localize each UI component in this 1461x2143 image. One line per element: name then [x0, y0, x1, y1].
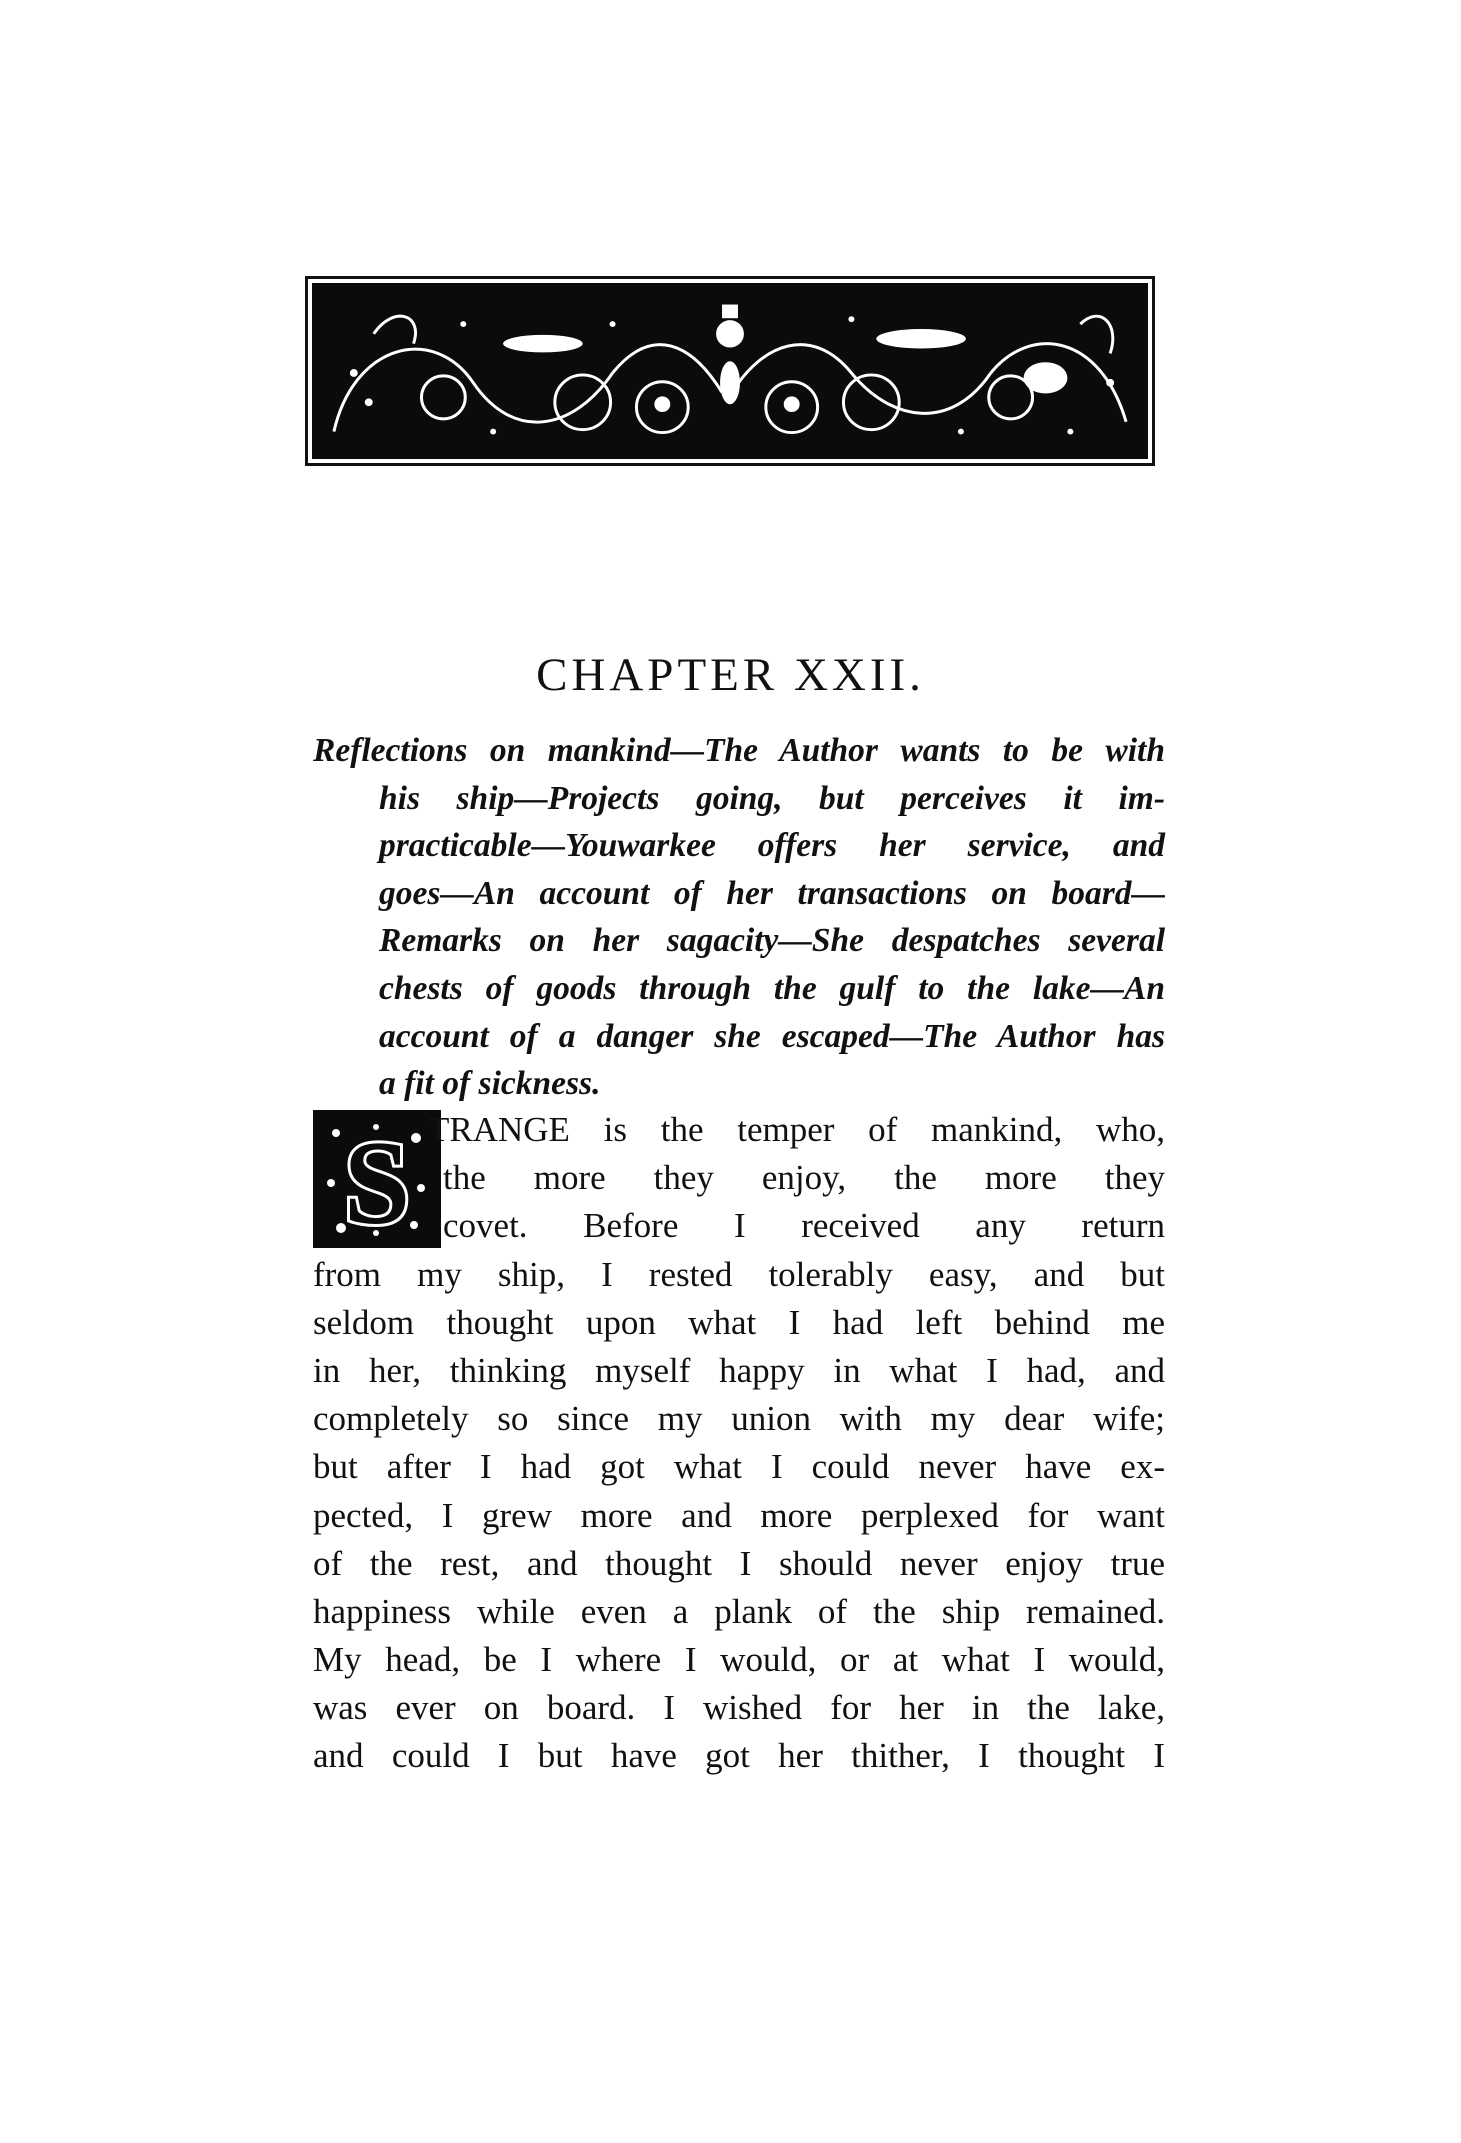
- summary-line: a fit of sickness.: [379, 1065, 601, 1103]
- body-line: My head, be I where I would, or at what I would,: [313, 1640, 1165, 1680]
- summary-line: account of a danger she escaped—The Author has: [379, 1017, 1165, 1055]
- body-line: seldom thought upon what I had left behind me: [313, 1302, 1165, 1342]
- dropcap-letter: S: [343, 1116, 411, 1245]
- summary-line: Reflections on mankind—The Author wants to be with: [313, 732, 1165, 769]
- body-line: the more they enjoy, the more they: [443, 1158, 1165, 1198]
- chapter-title: CHAPTER XXII.: [536, 649, 925, 701]
- summary-line: practicable—Youwarkee offers her service, and: [379, 827, 1165, 865]
- body-line: in her, thinking myself happy in what I had, and: [313, 1350, 1165, 1390]
- body-line: was ever on board. I wished for her in the lake,: [313, 1688, 1165, 1728]
- chapter-headpiece: [305, 276, 1155, 466]
- summary-line: goes—An account of her transactions on board—: [379, 874, 1165, 912]
- body-line: but after I had got what I could never have ex-: [313, 1447, 1165, 1487]
- body-line: of the rest, and thought I should never enjoy true: [313, 1543, 1165, 1583]
- body-line: completely so since my union with my dear wife;: [313, 1399, 1165, 1439]
- body-line: TRANGE is the temper of mankind, who,: [428, 1110, 1165, 1149]
- floral-headpiece-ornament-icon: [312, 283, 1148, 459]
- body-text: [313, 1106, 1165, 1781]
- body-line: happiness while even a plank of the ship remained.: [313, 1591, 1165, 1631]
- body-line: from my ship, I rested tolerably easy, and but: [313, 1254, 1165, 1294]
- chapter-summary: [313, 727, 1165, 1108]
- body-line: and could I but have got her thither, I thought I: [313, 1736, 1165, 1776]
- body-line: covet. Before I received any return: [443, 1206, 1165, 1246]
- body-line: pected, I grew more and more perplexed for want: [313, 1495, 1165, 1535]
- summary-line: chests of goods through the gulf to the lake—An: [379, 969, 1165, 1007]
- summary-line: Remarks on her sagacity—She despatches several: [379, 922, 1165, 960]
- summary-line: his ship—Projects going, but perceives it im-: [379, 779, 1165, 817]
